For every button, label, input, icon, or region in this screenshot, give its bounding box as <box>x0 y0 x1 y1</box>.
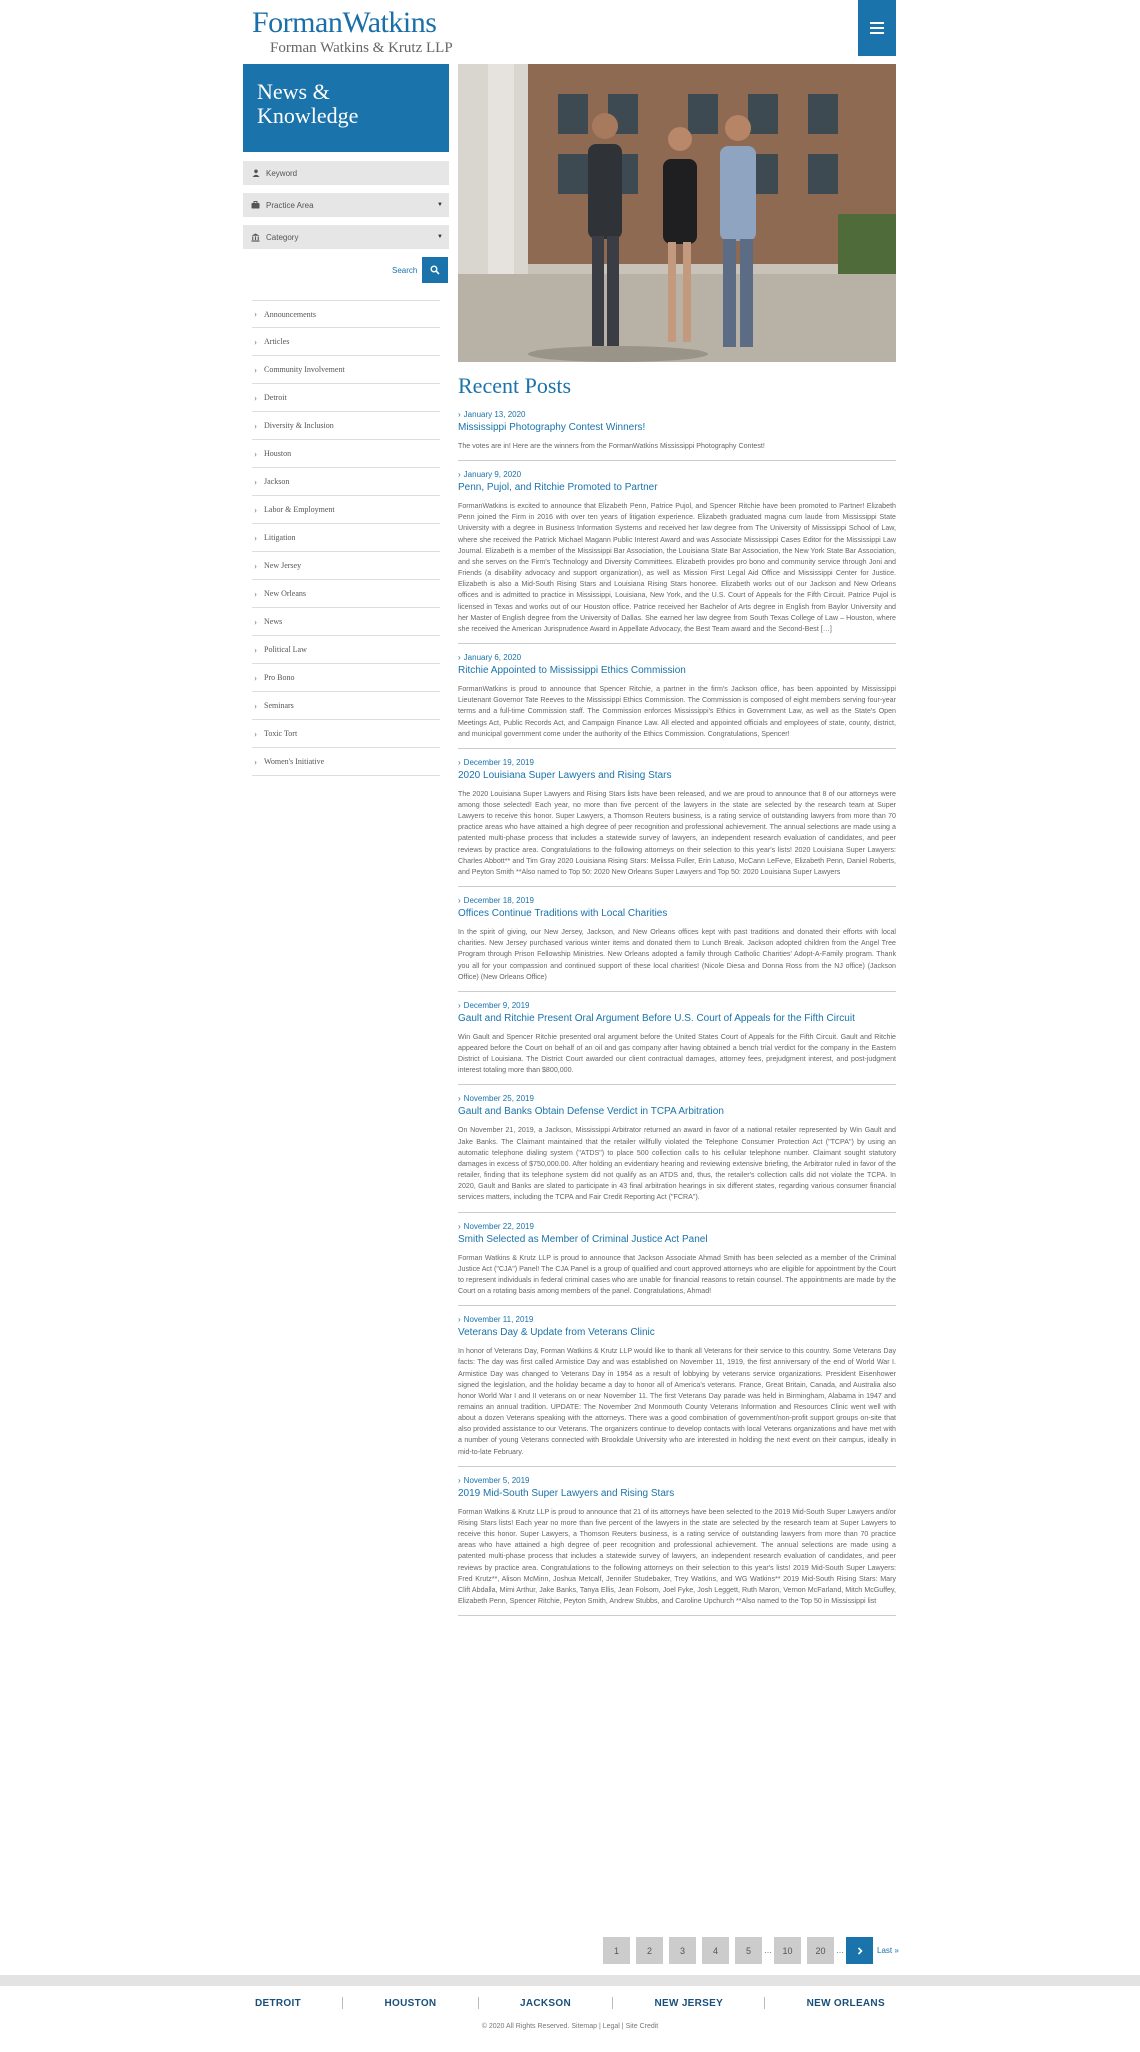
chevron-right-icon: › <box>254 309 257 319</box>
post-item <box>458 1001 896 1086</box>
chevron-right-icon: › <box>458 470 461 480</box>
sidebar-title-line1: News & <box>257 79 330 104</box>
user-icon <box>251 169 260 178</box>
office-link-new-jersey[interactable]: NEW JERSEY <box>654 1997 724 2009</box>
post-title-link[interactable]: Mississippi Photography Contest Winners! <box>458 422 646 433</box>
chevron-right-icon: › <box>254 392 257 403</box>
post-title-link[interactable]: Penn, Pujol, and Ritchie Promoted to Partner <box>458 482 658 494</box>
chevron-right-icon: › <box>458 757 461 767</box>
menu-button[interactable] <box>858 0 896 56</box>
category-link[interactable] <box>252 552 440 580</box>
post-date <box>458 1476 896 1486</box>
post-title-link[interactable]: Smith Selected as Member of Criminal Justice Act Panel <box>458 1233 708 1245</box>
post-date <box>458 1315 896 1325</box>
logo-sub-text: Forman Watkins & Krutz LLP <box>270 40 453 56</box>
chevron-right-icon: › <box>254 700 257 711</box>
category-link[interactable] <box>252 468 440 496</box>
category-link-label: Seminars <box>264 701 294 710</box>
chevron-right-icon: › <box>254 504 257 515</box>
chevron-right-icon: › <box>458 410 461 419</box>
footer-office-links <box>255 1997 885 2009</box>
category-select[interactable] <box>243 225 449 249</box>
post-title-link[interactable]: 2019 Mid-South Super Lawyers and Rising Stars <box>458 1487 675 1499</box>
post-title-link[interactable]: Offices Continue Traditions with Local Charities <box>458 908 668 920</box>
chevron-right-icon: › <box>254 476 257 487</box>
category-link[interactable] <box>252 636 440 664</box>
post-date-text: November 11, 2019 <box>463 1315 534 1325</box>
chevron-right-icon: › <box>458 896 461 906</box>
chevron-right-icon: › <box>254 616 257 627</box>
post-excerpt: On November 21, 2019, a Jackson, Mississippi Arbitrator returned an award in favor of a national retailer represented by Win Gault and Jake Banks. The Claimant maintained that the retailer willfully violated the Telephone Consumer Protection Act ("TCPA") by using an automatic telephone dialing system ("ATDS") to place 500 collection calls to his cellular telephone number. Claimant sought statutory damages in excess of $750,000.00. After holding an evidentiary hearing and reviewing extensive briefing, the Arbitrator ruled in favor of the retailer, finding that its telephone system did not qualify as an ATDS and, thus, the retailer's collection calls did not violate the TCPA. In 2020, Gault and Banks are slated to participate in 43 final arbitration hearings in six different states, regarding various consumer financial services matters, including the TCPA and Fair Credit Reporting Act ("FCRA"). <box>458 1126 896 1202</box>
category-link[interactable] <box>252 300 440 328</box>
post-excerpt: The votes are in! Here are the winners from the FormanWatkins Mississippi Photography Contest! <box>458 442 765 450</box>
office-link-houston[interactable]: HOUSTON <box>384 1997 437 2009</box>
briefcase-icon <box>251 201 260 210</box>
post-date-text: November 25, 2019 <box>463 1094 534 1104</box>
post-excerpt: FormanWatkins is excited to announce that Elizabeth Penn, Patrice Pujol, and Spencer Ritchie have been promoted to Partner! Elizabeth Penn joined the Firm in 2016 with over ten years of litigation experience. Elizabeth graduated magna cum laude from Mississippi State University with a degree in Business Information Systems and received her law degree from The University of Mississippi School of Law, where she received the Patrick Michael Magann Public Interest Award and was Associate Mississippi Cases Editor for the Mississippi Law Journal. Elizabeth is a member of the Mississippi Bar Association, the Louisiana State Bar Association, the New York State Bar Association, and she serves on the Firm's Technology and Diversity Committees. Elizabeth provides pro bono and community service through Joni and Friends (a disability advocacy and support organization), as well as Mission First Legal Aid Office and Mississippi Center for Justice. Elizabeth is also a Mid-South Rising Stars and Louisiana Rising Stars honoree. Elizabeth works out of our Jackson and New Orleans offices and is admitted to practice in Mississippi, Louisiana, New York, and the U.S. Court of Appeals for the Fifth Circuit. Patrice Pujol is licensed in Texas and works out of our Houston office. Patrice received her Bachelor of Arts degree in English from Baylor University and her Master of English degree from the University of Dallas. She earned her law degree from South Texas College of Law – Houston, where she received the American Jurisprudence Award in Appellate Advocacy, the Best Team award and the Second-Best […] <box>458 502 896 633</box>
post-date-text: January 13, 2020 <box>463 410 526 419</box>
page-10-button[interactable]: 10 <box>774 1937 801 1964</box>
post-date <box>458 410 896 420</box>
post-item <box>458 758 896 887</box>
post-item <box>458 896 896 992</box>
post-excerpt: The 2020 Louisiana Super Lawyers and Rising Stars lists have been released, and we are proud to announce that 8 of our attorneys were among those selected! Each year, no more than five percent of the lawyers in the state are selected by the research team at Super Lawyers to receive this honor. Super Lawyers, a Thomson Reuters business, is a rating service of outstanding lawyers from more than 70 practice areas who have attained a high degree of peer recognition and professional achievement. The annual selections are made using a patented multi-phase process that includes a statewide survey of lawyers, an independent research evaluation of candidates, and peer reviews by practice area. Congratulations to the following attorneys on their selection to this year's lists! 2020 Louisiana Super Lawyers: Charles Abbott** and Tim Gray 2020 Louisiana Rising Stars: Melissa Fuller, Erin Latuso, McCann LeFeve, Elizabeth Penn, Daniel Roberts, and Peyton Smith **Also named to Top 50: 2020 New Orleans Super Lawyers and Top 50: 2020 Louisiana Super Lawyers <box>458 789 896 876</box>
office-link-jackson[interactable]: JACKSON <box>519 1997 571 2009</box>
category-link[interactable] <box>252 664 440 692</box>
recent-posts-heading: Recent Posts <box>458 373 572 398</box>
practice-area-label: Practice Area <box>266 200 314 210</box>
category-link[interactable] <box>252 748 440 776</box>
keyword-input[interactable] <box>243 161 449 185</box>
divider <box>478 1997 479 2009</box>
post-item <box>458 1476 896 1616</box>
chevron-right-icon: › <box>458 1094 461 1104</box>
search-label[interactable]: Search <box>392 265 418 275</box>
category-link[interactable] <box>252 440 440 468</box>
page-5-button[interactable]: 5 <box>735 1937 762 1964</box>
post-date <box>458 1222 896 1232</box>
category-link-label: Houston <box>264 449 292 458</box>
chevron-right-icon: › <box>254 728 257 739</box>
post-item <box>458 1315 896 1467</box>
caret-down-icon: ▼ <box>437 234 443 240</box>
category-link[interactable] <box>252 608 440 636</box>
post-excerpt: Win Gault and Spencer Ritchie presented oral argument before the United States Court of Appeals for the Fifth Circuit. Gault and Ritchie appeared before the Court on behalf of an oil and gas company after having obtained a bench trial verdict for the company in the Eastern District of Louisiana. The District Court awarded our client contractual damages, attorney fees, prejudgment interest, and post-judgment interest totaling more than $800,000. <box>458 1032 896 1075</box>
chevron-right-icon: › <box>254 644 257 655</box>
search-button[interactable] <box>422 257 448 283</box>
search-icon <box>430 265 440 275</box>
logo-main-text: FormanWatkins <box>252 6 437 39</box>
post-date <box>458 1001 896 1011</box>
post-item <box>458 653 896 749</box>
post-item <box>458 1222 896 1307</box>
divider <box>612 1997 613 2009</box>
category-link-label: Articles <box>264 337 290 346</box>
sidebar-title <box>243 64 449 152</box>
post-excerpt: Forman Watkins & Krutz LLP is proud to announce that Jackson Associate Ahmad Smith has been selected as a member of the Criminal Justice Act ("CJA") Panel! The CJA Panel is a group of qualified and court approved attorneys who are eligible for appointment by the Court to represent individuals in federal criminal cases who are unable for financial reasons to retain counsel. The appointments are made by the Court on a rotating basis among members of the panel. Congratulations, Ahmad! <box>458 1253 896 1296</box>
chevron-right-icon: › <box>254 364 257 375</box>
category-link-label: New Orleans <box>264 589 306 598</box>
post-date <box>458 758 896 768</box>
footer-band <box>0 1975 1140 1986</box>
caret-down-icon: ▼ <box>437 202 443 208</box>
chevron-right-icon: › <box>458 1315 461 1325</box>
last-page-link[interactable]: Last » <box>877 1946 899 1955</box>
category-link-label: Diversity & Inclusion <box>264 421 334 430</box>
practice-area-select[interactable] <box>243 193 449 217</box>
post-date-text: January 6, 2020 <box>463 653 522 663</box>
category-link-label: Toxic Tort <box>264 729 298 738</box>
page-20-button[interactable]: 20 <box>807 1937 834 1964</box>
post-excerpt: Forman Watkins & Krutz LLP is proud to announce that 21 of its attorneys have been selected to the 2019 Mid-South Super Lawyers and/or Rising Stars lists! Each year no more than five percent of the lawyers in the state are selected by the research team at Super Lawyers to receive this honor. Super Lawyers, a Thomson Reuters business, is a rating service of outstanding lawyers from more than 70 practice areas who have attained a high degree of peer recognition and professional achievement. The annual selections are made using a patented multi-phase process that includes a statewide survey of lawyers, an independent research evaluation of candidates, and peer reviews by practice area. Congratulations to the following attorneys on their selection to this year's lists! 2019 Mid-South Super Lawyers: Fred Krutz**, Alison McMinn, Joshua Metcalf, Jennifer Studebaker, Trey Watkins, and WG Watkins** 2019 Mid-South Rising Stars: Mary Clift Abdalla, Mimi Arthur, Jake Banks, Tanya Ellis, Jean Folsom, Joel Fyke, Josh Leggett, Ruth Maron, Vernon McFarland, Mitch McGuffey, Elizabeth Penn, Spencer Ritchie, Peyton Smith, Andrew Stubbs, and Caroline Upchurch **Also named to the Top 50 in Mississippi list <box>458 1507 896 1605</box>
post-title-link[interactable]: 2020 Louisiana Super Lawyers and Rising Stars <box>458 769 672 781</box>
office-link-detroit[interactable]: DETROIT <box>255 1997 301 2009</box>
post-date <box>458 1094 896 1104</box>
bank-icon <box>251 233 260 242</box>
chevron-right-icon: › <box>254 672 257 683</box>
category-link-label: New Jersey <box>264 561 302 570</box>
category-label: Category <box>266 232 299 242</box>
category-link-label: Community Involvement <box>264 365 345 374</box>
post-date-text: November 22, 2019 <box>463 1221 534 1231</box>
office-link-new-orleans[interactable]: NEW ORLEANS <box>806 1997 885 2009</box>
chevron-right-icon: › <box>254 532 257 543</box>
category-link-label: Labor & Employment <box>264 505 335 514</box>
post-date <box>458 896 896 906</box>
chevron-right-icon: › <box>254 420 257 431</box>
category-link-label: Political Law <box>264 645 307 654</box>
chevron-right-icon: › <box>254 560 257 571</box>
post-title-link[interactable]: Gault and Ritchie Present Oral Argument Before U.S. Court of Appeals for the Fifth Circuit <box>458 1012 855 1024</box>
post-list <box>458 410 896 1625</box>
chevron-right-icon <box>856 1947 864 1955</box>
post-title-link[interactable]: Ritchie Appointed to Mississippi Ethics Commission <box>458 665 686 677</box>
post-excerpt: In honor of Veterans Day, Forman Watkins & Krutz LLP would like to thank all Veterans for their service to this country. Some Veterans Day facts: The day was first called Armistice Day and was established on November 11, 1919, the first anniversary of the end of World War I. Armistice Day was changed to Veterans Day in 1954 as a result of lobbying by veterans service organizations. President Eisenhower signed the legislation, and the holiday became a day to honor all of America's veterans. France, Great Britain, Canada, and Australia also honor World War I and II veterans on or near November 11. The first Veterans Day parade was held in Birmingham, Alabama in 1947 and remains an annual tradition. UPDATE: The November 2nd Monmouth County Veterans Information and Resources Clinic went well with about a dozen Veterans speaking with the attorneys. There was a good combination of government/non-profit support groups on-site that also provided assistance to our Veterans. The organizers continue to develop contacts with local Veterans organizations and have met with a number of young Veterans connected with Brookdale University who are interested in holding the next event on their campus, ideally in mid-to-late February. <box>458 1347 896 1456</box>
category-link[interactable] <box>252 580 440 608</box>
post-date-text: December 18, 2019 <box>463 896 534 906</box>
chevron-right-icon: › <box>254 336 257 347</box>
post-title-link[interactable]: Veterans Day & Update from Veterans Clinic <box>458 1327 655 1339</box>
chevron-right-icon: › <box>254 756 257 767</box>
category-list <box>252 300 440 776</box>
post-item <box>458 1094 896 1212</box>
category-link-label: Pro Bono <box>264 673 295 682</box>
category-link[interactable] <box>252 384 440 412</box>
category-link-label: Jackson <box>264 477 290 486</box>
category-link[interactable] <box>252 412 440 440</box>
divider <box>764 1997 765 2009</box>
hero-photo <box>458 64 896 362</box>
page-1-button[interactable]: 1 <box>603 1937 630 1964</box>
category-link-label: Announcements <box>264 309 316 319</box>
post-date-text: November 5, 2019 <box>463 1475 530 1485</box>
category-link-label: Detroit <box>264 393 287 402</box>
post-excerpt: FormanWatkins is proud to announce that Spencer Ritchie, a partner in the firm's Jackson office, has been appointed by Mississippi Lieutenant Governor Tate Reeves to the Mississippi Ethics Commission. The Commission is composed of eight members serving four-year terms and a full-time Commission staff. The Commission enforces Mississippi's Ethics in Government Law, as well as the State's Open Meetings Act, Public Records Act, and Campaign Finance Law. All elected and appointed officials and employees of state, county, district, and municipal government come under the authority of the Ethics Commission. Congratulations, Spencer! <box>458 685 896 738</box>
sidebar-title-line2: Knowledge <box>257 103 359 128</box>
chevron-right-icon: › <box>458 1000 461 1010</box>
category-link[interactable] <box>252 720 440 748</box>
next-page-button[interactable] <box>846 1937 873 1964</box>
category-link-label: Women's Initiative <box>264 757 325 766</box>
chevron-right-icon: › <box>458 1475 461 1485</box>
chevron-right-icon: › <box>254 588 257 599</box>
category-link[interactable] <box>252 496 440 524</box>
post-date <box>458 653 896 663</box>
post-item <box>458 470 896 644</box>
divider <box>342 1997 343 2009</box>
page-4-button[interactable]: 4 <box>702 1937 729 1964</box>
hamburger-icon <box>870 22 884 34</box>
category-link[interactable] <box>252 328 440 356</box>
pagination-ellipsis: … <box>836 1946 844 1955</box>
chevron-right-icon: › <box>458 653 461 663</box>
chevron-right-icon: › <box>254 448 257 459</box>
post-excerpt: In the spirit of giving, our New Jersey, Jackson, and New Orleans offices kept with past traditions and donated their efforts with local charities. New Jersey purchased various winter items and donated them to Lunch Break. Jackson adopted children from the Angel Tree Program through Prison Fellowship Ministries. New Orleans adopted a family through Catholic Charities' Adopt-A-Family program. Thank you all for your compassion and continued support of these local charities! (Nicole Diesa and Donna Ross from the NJ office) (Jackson Office) (New Orleans Office) <box>458 928 896 981</box>
keyword-placeholder: Keyword <box>266 168 298 178</box>
post-date <box>458 470 896 480</box>
category-link-label: News <box>264 617 283 626</box>
pagination-ellipsis: … <box>764 1946 772 1955</box>
post-item <box>458 410 896 461</box>
site-logo[interactable] <box>252 6 453 56</box>
category-link[interactable] <box>252 524 440 552</box>
post-date-text: December 9, 2019 <box>463 1000 530 1010</box>
chevron-right-icon: › <box>458 1221 461 1231</box>
category-link[interactable] <box>252 356 440 384</box>
search-row <box>392 257 448 283</box>
category-link[interactable] <box>252 692 440 720</box>
copyright-text: © 2020 All Rights Reserved. Sitemap | Legal | Site Credit <box>481 2023 659 2030</box>
post-title-link[interactable]: Gault and Banks Obtain Defense Verdict in TCPA Arbitration <box>458 1106 724 1118</box>
post-date-text: January 9, 2020 <box>463 470 522 480</box>
category-link-label: Litigation <box>264 533 296 542</box>
page-2-button[interactable]: 2 <box>636 1937 663 1964</box>
pagination <box>603 1937 899 1964</box>
post-date-text: December 19, 2019 <box>463 757 534 767</box>
page-3-button[interactable]: 3 <box>669 1937 696 1964</box>
